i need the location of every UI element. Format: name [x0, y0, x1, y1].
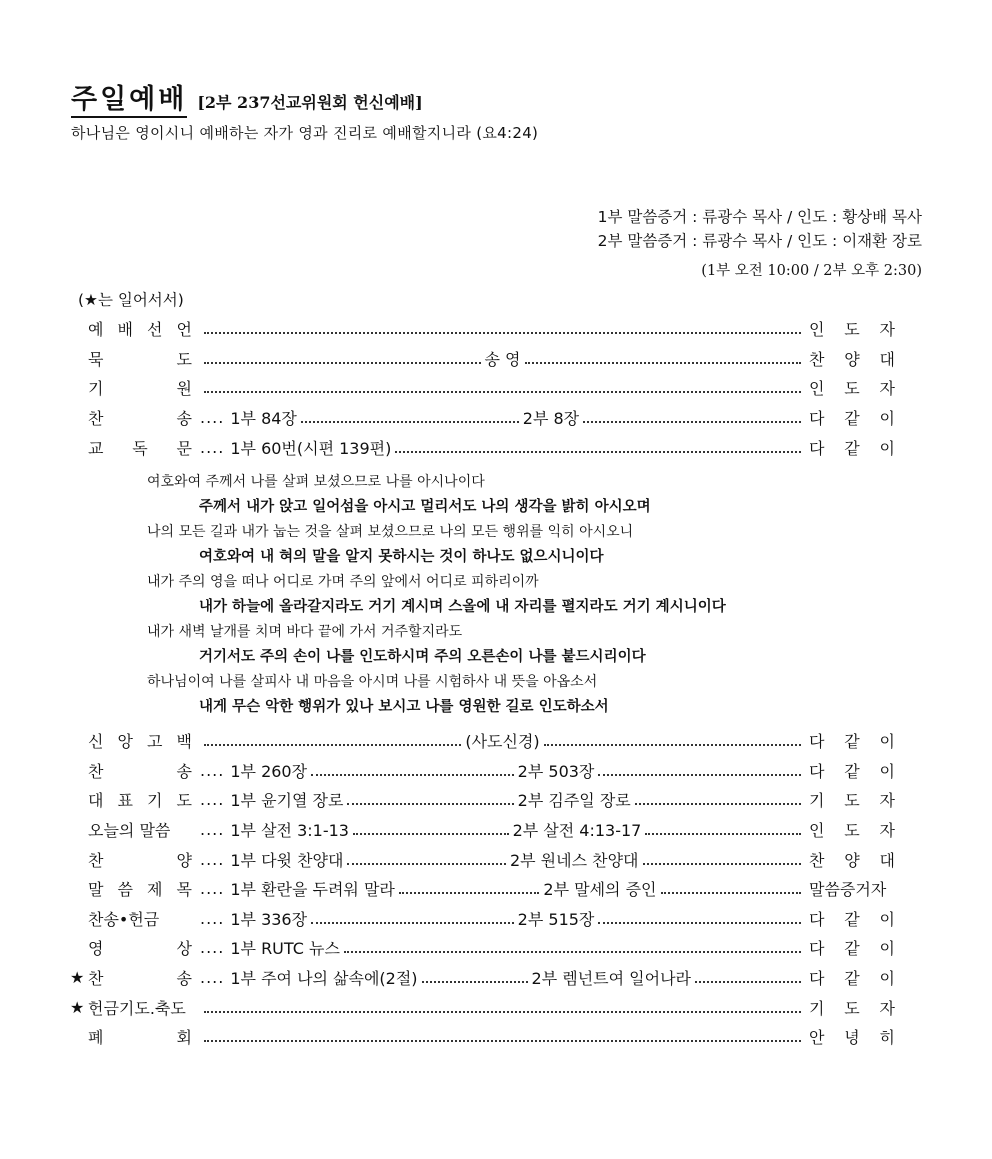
- label-char: 헌금기도.축도: [88, 998, 186, 1018]
- dot-leader: [583, 420, 801, 423]
- order-item-label: [88, 1025, 200, 1048]
- label-char: 백: [176, 732, 192, 752]
- order-item-body: [200, 936, 805, 959]
- role-char: 같: [844, 939, 860, 959]
- part2-text: 2부 503장: [517, 761, 595, 781]
- order-row: [70, 432, 895, 462]
- center-text: 송 영: [484, 349, 521, 369]
- leader-line: 나의 모든 길과 내가 눕는 것을 살펴 보셨으므로 나의 모든 행위를 익히 아시오니: [147, 524, 634, 540]
- role-char: 같: [844, 969, 860, 989]
- label-char: 폐: [88, 1028, 104, 1048]
- role-char: 양: [844, 349, 860, 369]
- role-char: 다: [809, 438, 825, 458]
- part1-text: 1부 84장: [230, 409, 297, 429]
- order-item-body: [200, 347, 805, 370]
- order-item-role: [805, 996, 895, 1019]
- order-item-role: [805, 436, 895, 459]
- label-char: 표: [117, 791, 133, 811]
- part2-text: 2부 살전 4:13-17: [512, 821, 642, 841]
- role-char: 히: [879, 1028, 895, 1048]
- label-char: 송: [176, 409, 192, 429]
- order-row: [70, 344, 895, 374]
- leader-dots-text: ....: [200, 437, 225, 457]
- order-row: [70, 403, 895, 433]
- order-item-label: [88, 759, 200, 782]
- label-char: 기: [88, 379, 104, 399]
- order-item-label: [88, 788, 200, 811]
- order-item-body: [200, 1006, 805, 1009]
- part1-text: 1부 60번(시편 139편): [230, 438, 392, 458]
- standing-star: ★: [70, 997, 85, 1017]
- label-char: 찬: [88, 409, 104, 429]
- order-item-body: [200, 729, 805, 752]
- dot-leader: [204, 743, 461, 746]
- label-char: 선: [147, 320, 163, 340]
- role-char: 이: [879, 909, 895, 929]
- role-char: 다: [809, 409, 825, 429]
- header: [71, 84, 538, 143]
- dot-leader: [344, 950, 801, 953]
- label-char: 씀: [117, 880, 133, 900]
- order-row: [70, 785, 895, 815]
- order-item-label: [88, 848, 200, 871]
- role-char: 인: [809, 821, 825, 841]
- order-item-body: [200, 327, 805, 330]
- label-char: 찬: [88, 969, 104, 989]
- order-row: [70, 874, 895, 904]
- label-char: 송: [176, 761, 192, 781]
- role-char: 이: [879, 939, 895, 959]
- congregation-response: 내게 무슨 악한 행위가 있나 보시고 나를 영원한 길로 인도하소서: [199, 699, 609, 715]
- order-item-label: [88, 996, 200, 1019]
- dot-leader: [395, 450, 801, 453]
- order-item-role: [805, 907, 895, 930]
- role-char: 자: [879, 379, 895, 399]
- role-char: 자: [879, 821, 895, 841]
- role-char: 같: [844, 438, 860, 458]
- preacher-line: 2부 말씀증거 : 류광수 목사 / 인도 : 이재환 장로: [597, 232, 922, 250]
- congregation-response: 여호와여 내 혀의 말을 알지 못하시는 것이 하나도 없으시니이다: [199, 549, 604, 565]
- order-item-label: [88, 966, 200, 989]
- role-char: 녕: [844, 1028, 860, 1048]
- order-item-body: [200, 907, 805, 930]
- dot-leader: [598, 921, 801, 924]
- role-char: 다: [809, 969, 825, 989]
- dot-leader: [544, 743, 801, 746]
- order-row: [70, 992, 895, 1022]
- order-of-service-top: [70, 314, 895, 462]
- order-item-label: [88, 347, 200, 370]
- order-item-role: [805, 317, 895, 340]
- role-char: 말씀증거자: [809, 880, 887, 900]
- part1-text: 1부 RUTC 뉴스: [230, 939, 340, 959]
- order-item-role: [805, 877, 895, 900]
- dot-leader: [661, 891, 802, 894]
- role-char: 자: [879, 320, 895, 340]
- part1-text: 1부 다윗 찬양대: [230, 850, 344, 870]
- order-item-body: [200, 406, 805, 429]
- label-char: 영: [88, 939, 104, 959]
- order-item-body: [200, 386, 805, 389]
- leader-line: 내가 주의 영을 떠나 어디로 가며 주의 앞에서 어디로 피하리이까: [147, 574, 539, 590]
- leader-dots-text: ....: [200, 408, 225, 428]
- dot-leader: [301, 420, 519, 423]
- part1-text: 1부 336장: [230, 909, 308, 929]
- role-char: 양: [844, 850, 860, 870]
- order-row: [70, 815, 895, 845]
- role-char: 이: [879, 438, 895, 458]
- role-char: 자: [879, 998, 895, 1018]
- role-char: 다: [809, 939, 825, 959]
- congregation-response: 주께서 내가 앉고 일어섬을 아시고 멀리서도 나의 생각을 밝히 아시오며: [199, 499, 651, 515]
- label-char: 예: [88, 320, 104, 340]
- role-char: 도: [844, 998, 860, 1018]
- dot-leader: [204, 361, 481, 364]
- role-char: 기: [809, 998, 825, 1018]
- order-item-label: [88, 936, 200, 959]
- label-char: 독: [132, 438, 148, 458]
- leader-dots-text: ....: [200, 790, 225, 810]
- dot-leader: [204, 1010, 801, 1013]
- role-char: 다: [809, 732, 825, 752]
- role-char: 이: [879, 732, 895, 752]
- order-item-body: [200, 877, 805, 900]
- label-char: 도: [176, 349, 192, 369]
- order-item-label: [88, 436, 200, 459]
- label-char: 신: [88, 732, 104, 752]
- label-char: 제: [147, 880, 163, 900]
- role-char: 같: [844, 409, 860, 429]
- label-char: 양: [176, 850, 192, 870]
- order-item-body: [200, 818, 805, 841]
- role-char: 도: [844, 791, 860, 811]
- order-item-body: [200, 966, 805, 989]
- label-char: 목: [176, 880, 192, 900]
- order-row: [70, 726, 895, 756]
- order-item-role: [805, 347, 895, 370]
- order-item-body: [200, 759, 805, 782]
- role-char: 자: [879, 791, 895, 811]
- order-item-role: [805, 406, 895, 429]
- role-char: 다: [809, 909, 825, 929]
- label-char: 고: [147, 732, 163, 752]
- order-item-label: [88, 376, 200, 399]
- label-char: 오늘의 말씀: [88, 821, 171, 841]
- label-char: 상: [176, 939, 192, 959]
- role-char: 기: [809, 791, 825, 811]
- leader-dots-text: ....: [200, 879, 225, 899]
- label-char: 회: [176, 1028, 192, 1048]
- congregation-response: 내가 하늘에 올라갈지라도 거기 계시며 스올에 내 자리를 펼지라도 거기 계시니이다: [199, 599, 726, 615]
- part2-text: 2부 8장: [522, 409, 580, 429]
- label-char: 묵: [88, 349, 104, 369]
- scripture-verse: 하나님은 영이시니 예배하는 자가 영과 진리로 예배할지니라 (요4:24): [71, 124, 539, 142]
- part1-text: 1부 살전 3:1-13: [230, 821, 349, 841]
- order-row: [70, 844, 895, 874]
- role-char: 인: [809, 379, 825, 399]
- label-char: 배: [117, 320, 133, 340]
- title-row: [71, 84, 538, 118]
- part2-text: 2부 렘넌트여 일어나라: [531, 969, 692, 989]
- order-row: [70, 756, 895, 786]
- part1-text: 1부 260장: [230, 761, 308, 781]
- role-char: 안: [809, 1028, 825, 1048]
- label-char: 찬: [88, 850, 104, 870]
- order-item-label: [88, 877, 200, 900]
- leader-dots-text: ....: [200, 968, 225, 988]
- leader-line: 내가 새벽 날개를 치며 바다 끝에 가서 거주할지라도: [147, 624, 463, 640]
- role-char: 인: [809, 320, 825, 340]
- role-char: 같: [844, 909, 860, 929]
- label-char: 찬: [88, 761, 104, 781]
- page-subtitle: [2부 237선교위원회 헌신예배]: [197, 93, 423, 112]
- order-item-role: [805, 729, 895, 752]
- leader-dots-text: ....: [200, 908, 225, 928]
- dot-leader: [311, 921, 514, 924]
- order-item-body: [200, 1035, 805, 1038]
- order-item-label: [88, 317, 200, 340]
- part1-text: 1부 주여 나의 삶속에(2절): [230, 969, 418, 989]
- order-row: [70, 904, 895, 934]
- role-char: 이: [879, 409, 895, 429]
- dot-leader: [643, 862, 802, 865]
- dot-leader: [347, 802, 513, 805]
- label-char: 언: [176, 320, 192, 340]
- congregation-response: 거기서도 주의 손이 나를 인도하시며 주의 오른손이 나를 붙드시리이다: [199, 649, 646, 665]
- order-item-role: [805, 759, 895, 782]
- dot-leader: [399, 891, 540, 894]
- dot-leader: [645, 832, 801, 835]
- label-char: 대: [88, 791, 104, 811]
- page-title: 주일예배: [71, 84, 187, 118]
- role-char: 찬: [809, 850, 825, 870]
- order-of-service-bottom: [70, 726, 895, 1052]
- leader-dots-text: ....: [200, 820, 225, 840]
- part2-text: 2부 말세의 증인: [543, 880, 657, 900]
- dot-leader: [204, 331, 801, 334]
- order-row: [70, 1022, 895, 1052]
- role-char: 같: [844, 761, 860, 781]
- part1-text: 1부 환란을 두려워 말라: [230, 880, 395, 900]
- order-item-label: [88, 406, 200, 429]
- leader-dots-text: ....: [200, 849, 225, 869]
- role-char: 다: [809, 761, 825, 781]
- dot-leader: [598, 773, 801, 776]
- preacher-list: [598, 205, 922, 253]
- order-row: [70, 314, 895, 344]
- leader-line: 하나님이여 나를 살피사 내 마음을 아시며 나를 시험하사 내 뜻을 아옵소서: [147, 674, 598, 690]
- order-item-label: [88, 818, 200, 841]
- label-char: 송: [176, 969, 192, 989]
- standing-star: ★: [70, 968, 85, 988]
- role-char: 도: [844, 379, 860, 399]
- dot-leader: [204, 390, 801, 393]
- responsive-reading: [147, 470, 726, 720]
- dot-leader: [525, 361, 802, 364]
- order-item-role: [805, 376, 895, 399]
- standing-note: (★는 일어서서): [78, 291, 184, 309]
- order-row: [70, 933, 895, 963]
- dot-leader: [695, 980, 801, 983]
- leader-dots-text: ....: [200, 938, 225, 958]
- order-item-label: [88, 907, 200, 930]
- service-times: (1부 오전 10:00 / 2부 오후 2:30): [701, 263, 922, 279]
- dot-leader: [204, 1039, 801, 1042]
- label-char: 문: [176, 438, 192, 458]
- role-char: 대: [879, 850, 895, 870]
- role-char: 이: [879, 969, 895, 989]
- label-char: 기: [147, 791, 163, 811]
- role-char: 대: [879, 349, 895, 369]
- leader-line: 여호와여 주께서 나를 살펴 보셨으므로 나를 아시나이다: [147, 474, 485, 490]
- part2-text: 2부 김주일 장로: [517, 791, 631, 811]
- label-char: 교: [88, 438, 104, 458]
- order-item-role: [805, 848, 895, 871]
- role-char: 같: [844, 732, 860, 752]
- order-item-role: [805, 818, 895, 841]
- order-item-body: [200, 788, 805, 811]
- label-char: 도: [176, 791, 192, 811]
- order-item-body: [200, 436, 805, 459]
- order-item-role: [805, 966, 895, 989]
- label-char: 찬송•헌금: [88, 909, 160, 929]
- dot-leader: [311, 773, 514, 776]
- order-item-body: [200, 848, 805, 871]
- part2-text: 2부 원네스 찬양대: [509, 850, 639, 870]
- order-item-label: [88, 729, 200, 752]
- label-char: 원: [176, 379, 192, 399]
- center-text: (사도신경): [465, 732, 540, 752]
- label-char: 말: [88, 880, 104, 900]
- role-char: 이: [879, 761, 895, 781]
- order-item-role: [805, 936, 895, 959]
- preacher-line: 1부 말씀증거 : 류광수 목사 / 인도 : 황상배 목사: [597, 208, 922, 226]
- part2-text: 2부 515장: [517, 909, 595, 929]
- leader-dots-text: ....: [200, 760, 225, 780]
- dot-leader: [635, 802, 801, 805]
- order-row: [70, 373, 895, 403]
- dot-leader: [353, 832, 509, 835]
- role-char: 찬: [809, 349, 825, 369]
- dot-leader: [422, 980, 528, 983]
- role-char: 도: [844, 821, 860, 841]
- order-row: [70, 963, 895, 993]
- label-char: 앙: [117, 732, 133, 752]
- dot-leader: [347, 862, 506, 865]
- role-char: 도: [844, 320, 860, 340]
- order-item-role: [805, 788, 895, 811]
- order-item-role: [805, 1025, 895, 1048]
- part1-text: 1부 윤기열 장로: [230, 791, 344, 811]
